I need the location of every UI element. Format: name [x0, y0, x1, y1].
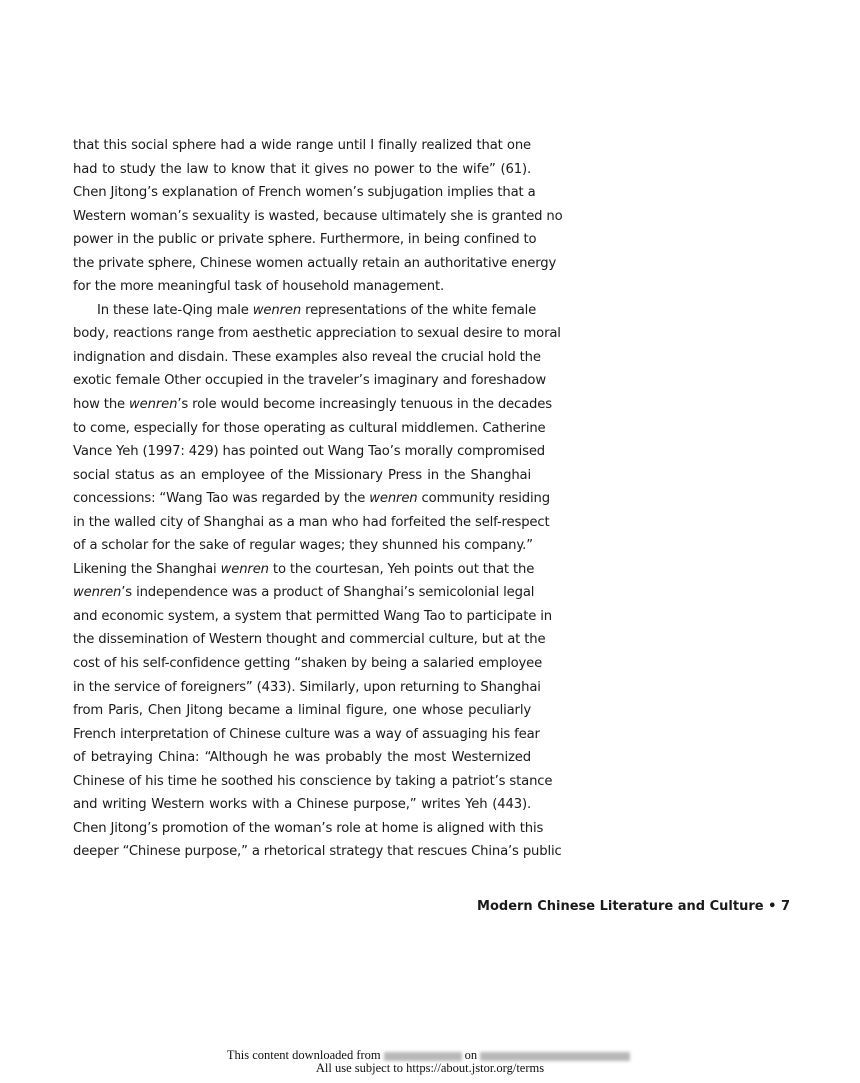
text-segment: ’s independence was a product of Shanghai’s semicolonial legal	[121, 585, 535, 601]
text-segment: the dissemination of Western thought and commercial culture, but at the	[73, 632, 546, 648]
download-notice-line-1	[0, 1049, 860, 1062]
text-segment: to come, especially for those operating as cultural middlemen. Catherine	[73, 420, 546, 436]
notice-prefix: This content downloaded from	[226, 1048, 381, 1062]
text-segment: power in the public or private sphere. Furthermore, in being confined to	[73, 232, 537, 248]
text-segment: exotic female Other occupied in the traveler’s imaginary and foreshadow	[73, 373, 546, 389]
text-line	[73, 322, 561, 346]
text-segment: French interpretation of Chinese culture was a way of assuaging his fear	[73, 726, 540, 742]
text-line	[73, 417, 546, 441]
text-segment: social status as an employee of the Missionary Press in the Shanghai	[73, 467, 531, 483]
text-segment: concessions: “Wang Tao was regarded by the	[73, 491, 370, 507]
text-line	[73, 346, 541, 370]
text-line	[73, 676, 541, 700]
running-footer: Modern Chinese Literature and Culture • 7	[477, 899, 790, 914]
text-line	[73, 511, 550, 535]
text-line	[73, 205, 563, 229]
text-segment: had to study the law to know that it gives no power to the wife” (61).	[73, 161, 531, 177]
text-segment: representations of the white female	[301, 302, 537, 318]
text-segment: to the courtesan, Yeh points out that the	[268, 561, 535, 577]
text-segment: the private sphere, Chinese women actually retain an authoritative energy	[73, 255, 557, 271]
text-line	[73, 369, 546, 393]
text-segment: in the walled city of Shanghai as a man who had forfeited the self-respect	[73, 514, 550, 530]
text-segment: in the service of foreigners” (433). Similarly, upon returning to Shanghai	[73, 679, 541, 695]
notice-mid: on	[464, 1048, 478, 1062]
text-line	[73, 275, 531, 299]
text-line	[73, 228, 537, 252]
text-segment: and economic system, a system that permitted Wang Tao to participate in	[73, 608, 552, 624]
text-line	[73, 440, 546, 464]
text-segment: In these late-Qing male	[97, 302, 253, 318]
text-segment: deeper “Chinese purpose,” a rhetorical strategy that rescues China’s public	[73, 844, 562, 860]
text-line	[73, 840, 562, 864]
text-line	[73, 558, 535, 582]
text-segment: Chen Jitong’s promotion of the woman’s role at home is aligned with this	[73, 820, 544, 836]
text-segment: community residing	[417, 491, 550, 507]
text-line	[73, 534, 531, 558]
text-segment: from Paris, Chen Jitong became a liminal figure, one whose peculiarly	[73, 703, 531, 719]
text-line	[73, 134, 531, 158]
text-segment: that this social sphere had a wide range until I finally realized that one	[73, 138, 531, 153]
body-text	[73, 134, 563, 864]
text-segment: ’s role would become increasingly tenuous in the decades	[177, 397, 552, 413]
text-line	[73, 746, 531, 770]
text-segment: of betraying China: “Although he was probably the most Westernized	[73, 750, 531, 766]
italic-term: wenren	[220, 561, 269, 577]
redacted-ip	[384, 1052, 462, 1061]
text-segment: cost of his self-confidence getting “shaken by being a salaried employee	[73, 656, 543, 672]
text-line	[73, 723, 540, 747]
download-notice-line-2: All use subject to https://about.jstor.org/terms	[315, 1061, 545, 1075]
text-line	[73, 817, 544, 841]
text-line	[73, 770, 553, 794]
text-segment: body, reactions range from aesthetic appreciation to sexual desire to moral	[73, 326, 561, 342]
italic-term: wenren	[129, 397, 178, 413]
text-segment: Chen Jitong’s explanation of French women’s subjugation implies that a	[73, 185, 536, 201]
italic-term: wenren	[252, 302, 302, 318]
text-line	[73, 299, 537, 323]
text-segment: how the	[73, 397, 130, 413]
text-segment: indignation and disdain. These examples also reveal the crucial hold the	[73, 349, 541, 365]
text-line	[73, 393, 552, 417]
text-segment: and writing Western works with a Chinese purpose,” writes Yeh (443).	[73, 797, 531, 813]
text-line	[73, 699, 531, 723]
text-segment: Vance Yeh (1997: 429) has pointed out Wang Tao’s morally compromised	[73, 444, 546, 460]
text-line	[73, 605, 552, 629]
text-segment: Western woman’s sexuality is wasted, because ultimately she is granted no	[73, 208, 563, 224]
text-line	[73, 793, 531, 817]
text-line	[73, 181, 536, 205]
text-line	[73, 487, 550, 511]
text-line	[73, 628, 546, 652]
redacted-date	[480, 1052, 630, 1061]
text-segment: of a scholar for the sake of regular wages; they shunned his company.”	[73, 538, 533, 554]
text-segment: Likening the Shanghai	[73, 561, 221, 577]
text-line	[73, 252, 557, 276]
text-segment: Chinese of his time he soothed his conscience by taking a patriot’s stance	[73, 773, 553, 789]
italic-term: wenren	[73, 585, 122, 601]
download-notice	[0, 1049, 860, 1075]
text-line	[73, 158, 531, 182]
text-line	[73, 464, 531, 488]
text-line	[73, 652, 543, 676]
italic-term: wenren	[369, 491, 418, 507]
text-line	[73, 581, 535, 605]
text-segment: for the more meaningful task of household management.	[73, 279, 445, 295]
